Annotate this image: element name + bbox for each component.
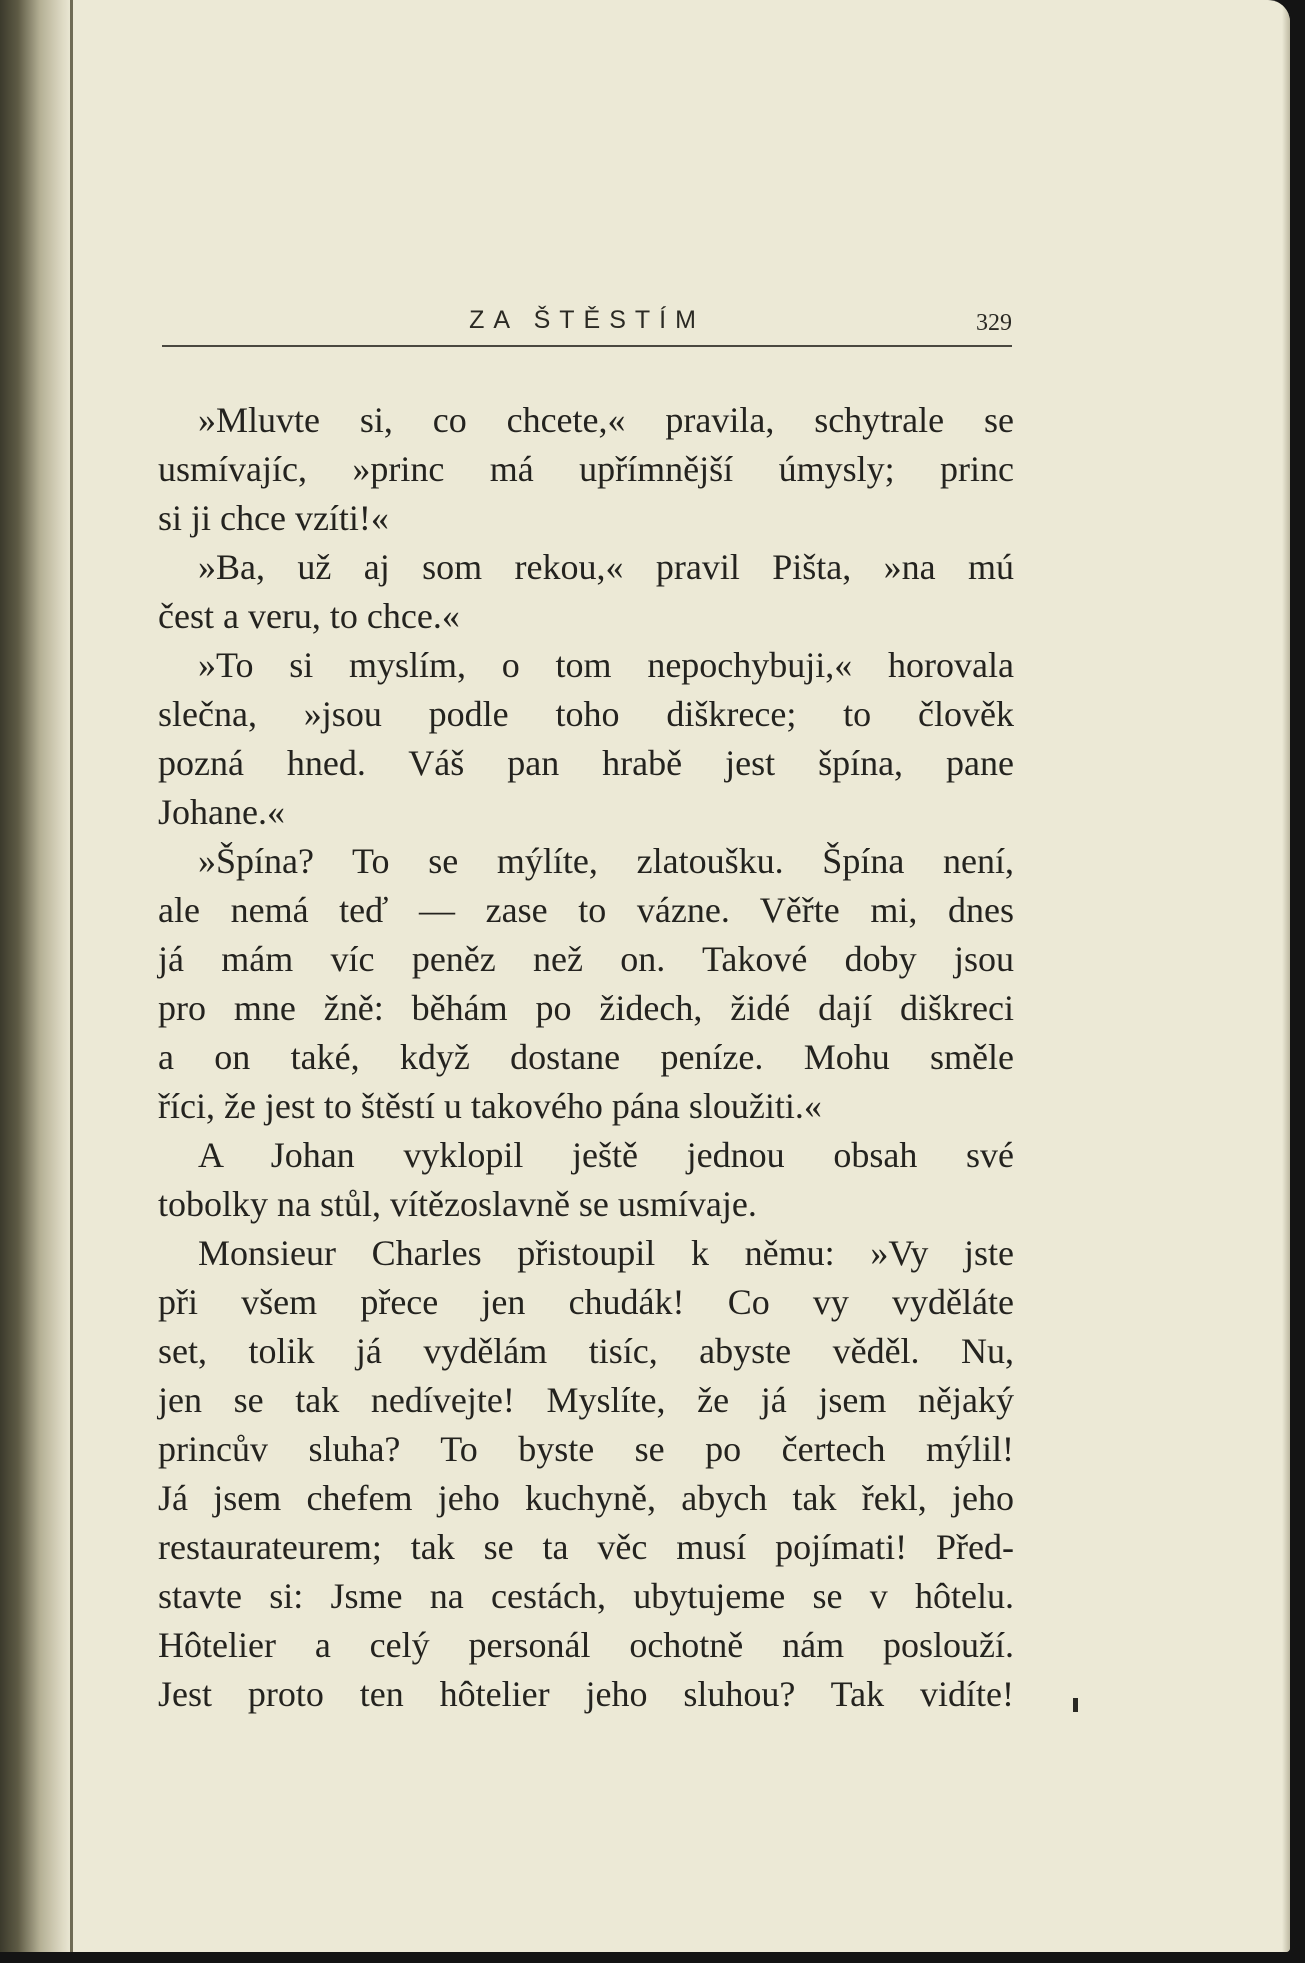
text-line: »Mluvte si, co chcete,« pravila, schytrale se — [198, 400, 1014, 440]
text-line: pozná hned. Váš pan hrabě jest špína, pane — [158, 743, 1014, 783]
text-line: já mám víc peněz než on. Takové doby jsou — [158, 939, 1014, 979]
text-line: »Ba, už aj som rekou,« pravil Pišta, »na mú — [198, 547, 1014, 587]
running-title: ZA ŠTĚSTÍM — [469, 306, 705, 334]
text-line: tobolky na stůl, vítězoslavně se usmívaje. — [158, 1184, 757, 1224]
text-line: Jest proto ten hôtelier jeho sluhou? Tak vidíte! — [158, 1674, 1014, 1714]
text-line: stavte si: Jsme na cestách, ubytujeme se v hôtelu. — [158, 1576, 1014, 1616]
text-line: slečna, »jsou podle toho diškrece; to člověk — [158, 694, 1014, 734]
text-line: A Johan vyklopil ještě jednou obsah své — [198, 1135, 1014, 1175]
text-line: a on také, když dostane peníze. Mohu směle — [158, 1037, 1014, 1077]
text-line: »To si myslím, o tom nepochybuji,« horovala — [198, 645, 1014, 685]
text-line: říci, že jest to štěstí u takového pána sloužiti.« — [158, 1086, 822, 1126]
text-line: restaurateurem; tak se ta věc musí pojímati! Před- — [158, 1527, 1014, 1567]
text-line: Hôtelier a celý personál ochotně nám poslouží. — [158, 1625, 1014, 1665]
text-line: čest a veru, to chce.« — [158, 596, 460, 636]
text-line: při všem přece jen chudák! Co vy vyděláte — [158, 1282, 1014, 1322]
page-number: 329 — [976, 310, 1012, 336]
text-line: Já jsem chefem jeho kuchyně, abych tak řekl, jeho — [158, 1478, 1014, 1518]
text-line: usmívajíc, »princ má upřímnější úmysly; princ — [158, 449, 1014, 489]
text-line: princův sluha? To byste se po čertech mýlil! — [158, 1429, 1014, 1469]
text-line: »Špína? To se mýlíte, zlatoušku. Špína není, — [198, 841, 1014, 881]
header-rule — [162, 345, 1012, 347]
running-header — [162, 300, 1012, 344]
text-line: ale nemá teď — zase to vázne. Věřte mi, dnes — [158, 890, 1014, 930]
binding-edge — [70, 0, 73, 1952]
text-line: si ji chce vzíti!« — [158, 498, 389, 538]
text-line: jen se tak nedívejte! Myslíte, že já jsem nějaký — [158, 1380, 1014, 1420]
text-line: set, tolik já vydělám tisíc, abyste věděl. Nu, — [158, 1331, 1014, 1371]
body-text — [158, 396, 1014, 1719]
text-line: pro mne žně: běhám po židech, židé dají diškreci — [158, 988, 1014, 1028]
stray-ink-mark — [1073, 1698, 1078, 1712]
page-edge-shadow — [1282, 0, 1290, 1952]
page-binding-shadow — [0, 0, 72, 1952]
text-line: Johane.« — [158, 792, 285, 832]
text-line: Monsieur Charles přistoupil k němu: »Vy jste — [198, 1233, 1014, 1273]
